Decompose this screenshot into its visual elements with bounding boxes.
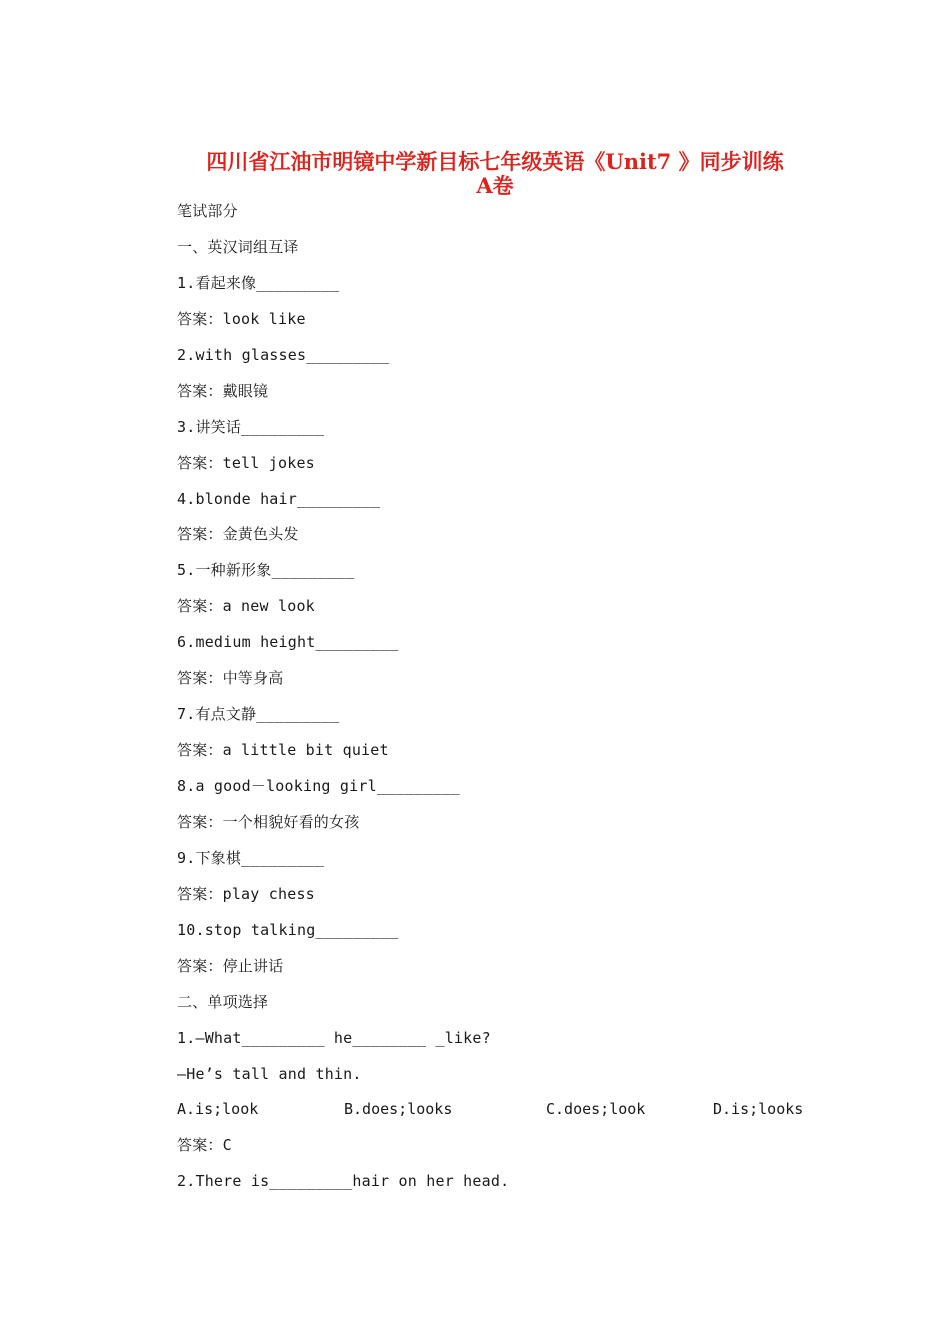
answer-8: 答案：一个相貌好看的女孩 (177, 812, 360, 831)
answer-4: 答案：金黄色头发 (177, 525, 299, 544)
answer-2: 答案：戴眼镜 (177, 381, 269, 400)
question-2: 2.with glasses_________ (177, 345, 390, 364)
document-title-line-2: A卷 (476, 173, 514, 198)
option-d: D.is;looks (713, 1100, 804, 1119)
mc-question-1: 1.—What_________ he________ _like? (177, 1028, 491, 1047)
option-c: C.does;look (546, 1100, 646, 1119)
answer-6: 答案：中等身高 (177, 669, 284, 688)
question-3: 3.讲笑话_________ (177, 417, 325, 436)
question-9: 9.下象棋_________ (177, 848, 325, 867)
answer-10: 答案：停止讲话 (177, 956, 284, 975)
document-title-line-1: 四川省江油市明镜中学新目标七年级英语《Unit7 》同步训练 (206, 149, 784, 174)
question-1: 1.看起来像_________ (177, 273, 340, 292)
question-8: 8.a good－looking girl_________ (177, 777, 460, 795)
section-heading-multiple-choice: 二、单项选择 (177, 992, 269, 1011)
mc-question-2: 2.There is_________hair on her head. (177, 1172, 510, 1191)
answer-9: 答案：play chess (177, 884, 315, 903)
section-heading-translation: 一、英汉词组互译 (177, 237, 299, 256)
question-4: 4.blonde hair_________ (177, 489, 381, 508)
section-heading-written: 笔试部分 (177, 202, 238, 220)
answer-3: 答案：tell jokes (177, 453, 315, 472)
mc-question-1-options (177, 1098, 817, 1134)
question-7: 7.有点文静_________ (177, 705, 340, 724)
option-a: A.is;look (177, 1100, 259, 1119)
answer-1: 答案：look like (177, 309, 306, 328)
question-10: 10.stop talking_________ (177, 920, 399, 939)
answer-7: 答案：a little bit quiet (177, 741, 389, 760)
mc-answer-1: 答案：C (177, 1136, 232, 1155)
option-b: B.does;looks (344, 1100, 453, 1119)
question-6: 6.medium height_________ (177, 633, 399, 652)
mc-question-1-response: —He’s tall and thin. (177, 1064, 362, 1083)
answer-5: 答案：a new look (177, 597, 315, 616)
question-5: 5.一种新形象_________ (177, 561, 355, 580)
document-body (177, 200, 817, 1206)
